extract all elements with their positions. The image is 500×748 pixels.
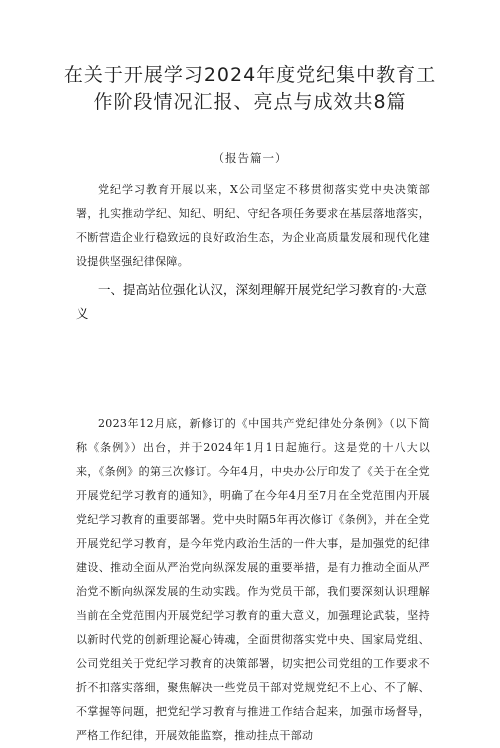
document-title: 在关于开展学习2024年度党纪集中教育工作阶段情况汇报、亮点与成效共8篇	[63, 64, 437, 113]
document-subtitle: （报告篇一）	[212, 151, 288, 165]
section-1-paragraph: 2023年12月底，新修订的《中国共产党纪律处分条例》（以下简称《条例》）出台，并于2024年1月1日起施行。这是党的十八大以来，《条例》的第三次修订。今年4月，中央办公厅印发了《关于在全党开展党纪学习教育的通知》，明确了在今年4月至7月在全党范围内开展党纪学习教育的重要部署。党中央时隔5年再次修订《条例》，并在全党开展党纪学习教育，是今年党内政治生活的一件大事，是加强党的纪律建设、推动全面从严治党向纵深发展的重要举措，是有力推动全面从严治党不断向纵深发展的生动实践。作为党员干部，我们要深刻认识理解当前在全党范围内开展党纪学习教育的重大意义，加强理论武装，坚持以新时代党的创新理论凝心铸魂，全面贯彻落实党中央、国家局党组、公司党组关于党纪学习教育的决策部署，切实把公司党组的工作要求不折不扣落实落细，聚焦解决一些党员干部对党规党纪不上心、不了解、不掌握等问题，把党纪学习教育与推进工作结合起来，加强市场督导，严格工作纪律，开展效能监察，推动挂点干部动	[76, 417, 430, 742]
intro-paragraph: 党纪学习教育开展以来，X公司坚定不移贯彻落实党中央决策部署，扎实推动学纪、知纪、明纪、守纪各项任务要求在基层落地落实，不断营造企业行稳致远的良好政治生态，为企业高质量发展和现代化建设提供坚强纪律保障。	[76, 183, 430, 268]
section-heading-1: 一、提高站位强化认汉，深刻理解开展党纪学习教育的·大意义	[76, 282, 427, 321]
